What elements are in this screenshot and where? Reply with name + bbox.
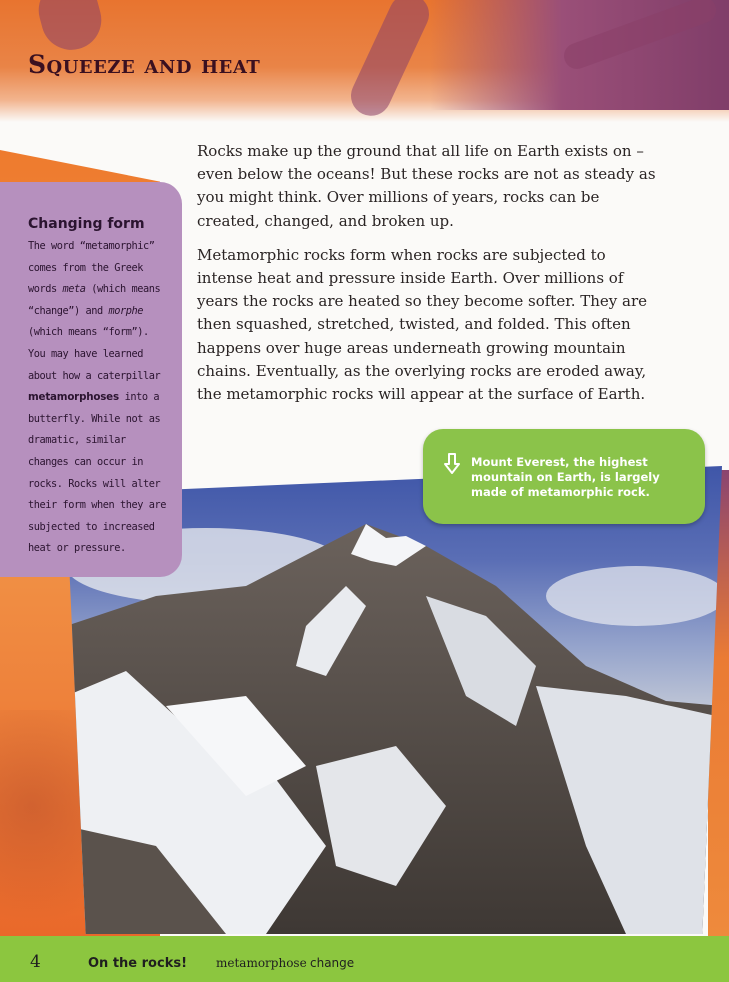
sidebar-text-part: The word “metamorphic” comes from the Greek words xyxy=(28,240,155,296)
down-arrow-icon xyxy=(443,453,461,475)
sidebar-text-part: into a butterfly. While not as dramatic, similar changes can occur in rocks. Rocks will alter their form when they are subjected to increased heat or pressure. xyxy=(28,391,166,555)
changing-form-sidebar xyxy=(0,182,182,577)
page-number: 4 xyxy=(30,952,41,972)
header-streak xyxy=(32,0,108,57)
footer-section-title: On the rocks! xyxy=(88,956,188,971)
photo-caption xyxy=(423,429,705,524)
main-body-text xyxy=(197,140,657,417)
sidebar-term-metamorphoses: metamorphoses xyxy=(28,391,119,404)
header-streak xyxy=(344,0,435,122)
sidebar-term-morphe: morphe xyxy=(108,304,143,317)
footer-bar xyxy=(0,936,729,982)
page-title: Squeeze and heat xyxy=(28,50,261,79)
sidebar-title: Changing form xyxy=(28,216,145,232)
caption-text: Mount Everest, the highest mountain on Earth, is largely made of metamorphic rock. xyxy=(471,455,660,499)
sidebar-term-meta: meta xyxy=(62,283,86,296)
footer-keyword-change: change xyxy=(310,956,355,970)
body-paragraph-1: Rocks make up the ground that all life on Earth exists on – even below the oceans! But these rocks are not as steady as you might think. Over millions of years, rocks can be created, changed, and broken up. xyxy=(197,142,656,230)
sidebar-text-part: (which means “form”). You may have learned about how a caterpillar xyxy=(28,326,161,382)
body-paragraph-2: Metamorphic rocks form when rocks are subjected to intense heat and pressure inside Earth. Over millions of years the rocks are heated so they become softer. They are then squashed, stretched, twisted, and folded. This often happens over huge areas underneath growing mountain chains. Eventually, as the overlying rocks are eroded away, the metamorphic rocks will appear at the surface of Earth. xyxy=(197,245,648,404)
header-banner xyxy=(0,0,729,122)
sidebar-text xyxy=(28,236,168,560)
sidebar-text-part: (which means “change”) and xyxy=(28,283,161,317)
footer-keyword-metamorphose: metamorphose xyxy=(216,956,307,970)
